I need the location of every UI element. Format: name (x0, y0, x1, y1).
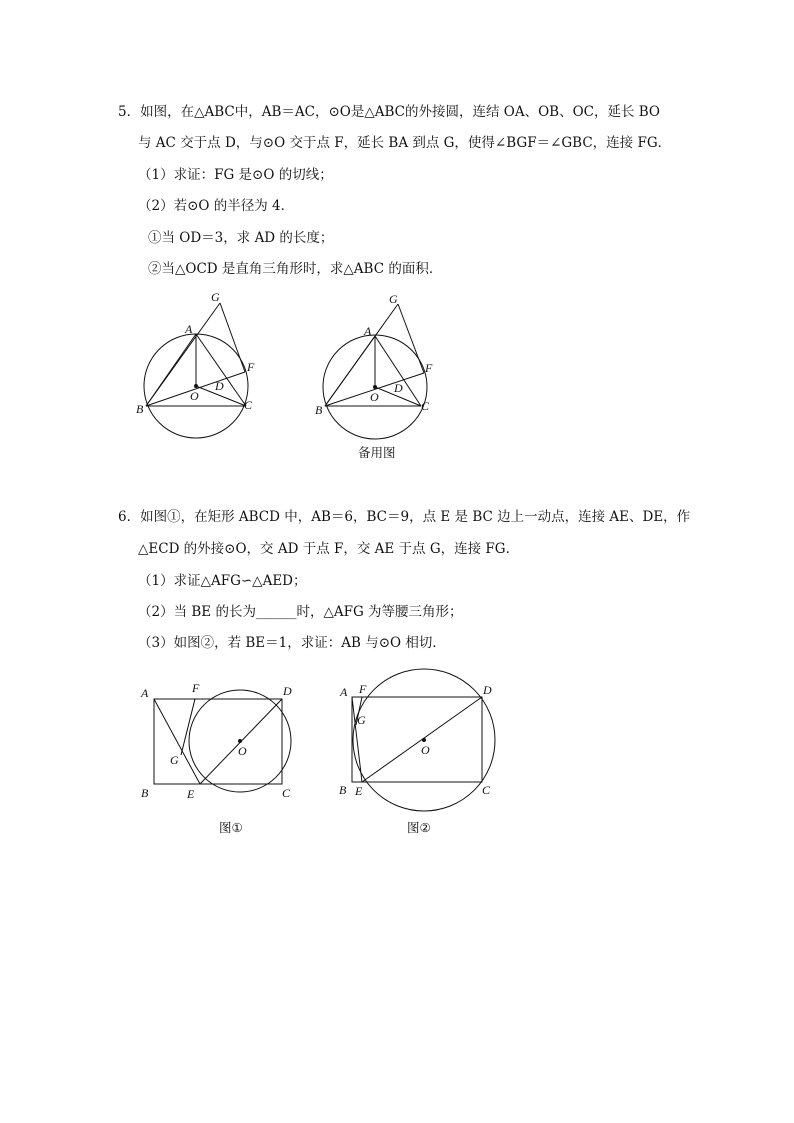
p6a-label-E: E (187, 787, 195, 801)
p5-label-B: B (136, 402, 144, 416)
p5-label-G: G (211, 290, 220, 304)
p6-figure-2-caption: 图② (407, 820, 431, 835)
p6b-label-O: O (421, 743, 430, 757)
p5-line-3: （1）求证：FG 是⊙O 的切线； (138, 167, 333, 183)
p5b-label-A: A (364, 324, 372, 338)
p6b-label-G: G (357, 713, 366, 727)
p6a-label-C: C (282, 786, 291, 800)
p5-label-O: O (190, 389, 199, 403)
p5b-label-F: F (425, 361, 433, 375)
p5-label-C: C (244, 398, 253, 412)
p6b-label-B: B (339, 783, 347, 797)
p6-line-5: （3）如图②，若 BE＝1，求证：AB 与⊙O 相切． (138, 635, 446, 651)
p5b-label-O: O (370, 390, 379, 404)
p6b-label-D: D (483, 683, 492, 697)
p6a-label-G: G (170, 753, 179, 767)
p5b-label-B: B (315, 403, 323, 417)
p6-line-3: （1）求证△AFG∽△AED； (138, 573, 307, 589)
p5-line-5: ①当 OD＝3，求 AD 的长度； (148, 230, 334, 246)
p5-label-A: A (185, 322, 193, 336)
p5-line-2: 与 AC 交于点 D，与⊙O 交于点 F，延长 BA 到点 G，使得∠BGF＝∠GBC，连接 FG． (138, 135, 672, 151)
p6a-label-B: B (141, 786, 149, 800)
p5-line-1: 5．如图，在△ABC中，AB＝AC，⊙O是△ABC的外接圆，连结 OA、OB、OC，延长 BO (118, 104, 661, 120)
p5-line-4: （2）若⊙O 的半径为 4． (138, 198, 295, 214)
p6a-label-D: D (283, 684, 292, 698)
p6-line-1: 6．如图①，在矩形 ABCD 中，AB＝6，BC＝9，点 E 是 BC 边上一动点，连接 AE、DE，作 (118, 509, 691, 525)
p6-line-4: （2）当 BE 的长为______时，△AFG 为等腰三角形； (138, 604, 463, 620)
p6-line-2: △ECD 的外接⊙O，交 AD 于点 F，交 AE 于点 G，连接 FG． (138, 541, 520, 557)
p6a-label-O: O (238, 744, 247, 758)
p5-line-6: ②当△OCD 是直角三角形时，求△ABC 的面积． (148, 261, 443, 277)
p6a-label-F: F (192, 681, 200, 695)
p6a-label-A: A (141, 686, 149, 700)
p6b-label-A: A (340, 685, 348, 699)
p5-label-D: D (215, 379, 224, 393)
p5b-label-C: C (421, 399, 430, 413)
p6b-label-C: C (482, 783, 491, 797)
p5-spare-caption: 备用图 (358, 445, 396, 460)
p6b-label-E: E (355, 784, 363, 798)
p6b-label-F: F (359, 682, 367, 696)
p5b-label-D: D (394, 381, 403, 395)
p5-label-F: F (247, 360, 255, 374)
p6-figure-1-caption: 图① (219, 820, 243, 835)
p5b-label-G: G (389, 292, 398, 306)
